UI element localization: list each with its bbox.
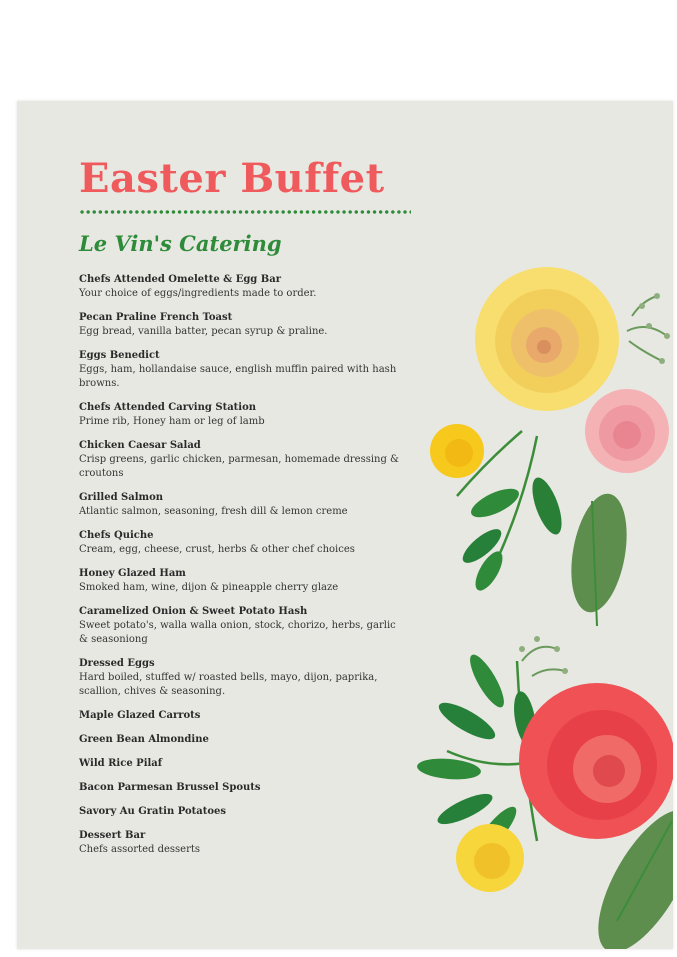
menu-item-description: Sweet potato's, walla walla onion, stock, chorizo, herbs, garlic & seasoniong bbox=[79, 620, 396, 645]
red-rose bbox=[519, 683, 673, 839]
menu-item-name: Chefs Attended Carving Station bbox=[79, 402, 257, 413]
floral-illustration bbox=[17, 101, 673, 949]
menu-item-name: Chicken Caesar Salad bbox=[79, 440, 201, 451]
menu-item-name: Dessert Bar bbox=[79, 830, 146, 841]
menu-item-description: Eggs, ham, hollandaise sauce, english muffin paired with hash browns. bbox=[79, 364, 397, 389]
menu-item-name: Pecan Praline French Toast bbox=[79, 312, 233, 323]
menu-item-name: Savory Au Gratin Potatoes bbox=[79, 806, 227, 817]
menu-item-description: Chefs assorted desserts bbox=[79, 844, 200, 855]
menu-item-description: Your choice of eggs/ingredients made to order. bbox=[79, 288, 317, 299]
menu-item-name: Bacon Parmesan Brussel Spouts bbox=[79, 782, 261, 793]
menu-item-name: Chefs Quiche bbox=[79, 530, 154, 541]
menu-item-description: Crisp greens, garlic chicken, parmesan, homemade dressing & croutons bbox=[79, 454, 399, 479]
pink-rose bbox=[585, 389, 669, 473]
menu-item-name: Caramelized Onion & Sweet Potato Hash bbox=[79, 606, 308, 617]
menu-item-description: Smoked ham, wine, dijon & pineapple cherry glaze bbox=[79, 582, 339, 593]
menu-item-name: Honey Glazed Ham bbox=[79, 568, 186, 579]
small-yellow-flower-lower bbox=[456, 824, 524, 892]
menu-item-description: Atlantic salmon, seasoning, fresh dill & lemon creme bbox=[79, 506, 348, 517]
caterer-name: Le Vin's Catering bbox=[79, 231, 282, 256]
menu-item-name: Wild Rice Pilaf bbox=[79, 758, 163, 769]
menu-item-description: Prime rib, Honey ham or leg of lamb bbox=[79, 416, 265, 427]
yellow-rose bbox=[475, 267, 619, 411]
menu-item-name: Chefs Attended Omelette & Egg Bar bbox=[79, 274, 281, 285]
menu-page bbox=[17, 101, 673, 949]
small-yellow-flower bbox=[430, 424, 484, 478]
menu-item-name: Eggs Benedict bbox=[79, 350, 160, 361]
menu-item-description: Cream, egg, cheese, crust, herbs & other chef choices bbox=[79, 544, 355, 555]
menu-item-name: Green Bean Almondine bbox=[79, 734, 209, 745]
menu-item-description: Hard boiled, stuffed w/ roasted bells, mayo, dijon, paprika, scallion, chives & seasoning. bbox=[79, 672, 378, 697]
menu-item-name: Grilled Salmon bbox=[79, 492, 164, 503]
menu-item-name: Maple Glazed Carrots bbox=[79, 710, 201, 721]
page-title: Easter Buffet bbox=[79, 155, 385, 202]
menu-item-description: Egg bread, vanilla batter, pecan syrup & praline. bbox=[79, 326, 328, 337]
menu-item-name: Dressed Eggs bbox=[79, 658, 155, 669]
